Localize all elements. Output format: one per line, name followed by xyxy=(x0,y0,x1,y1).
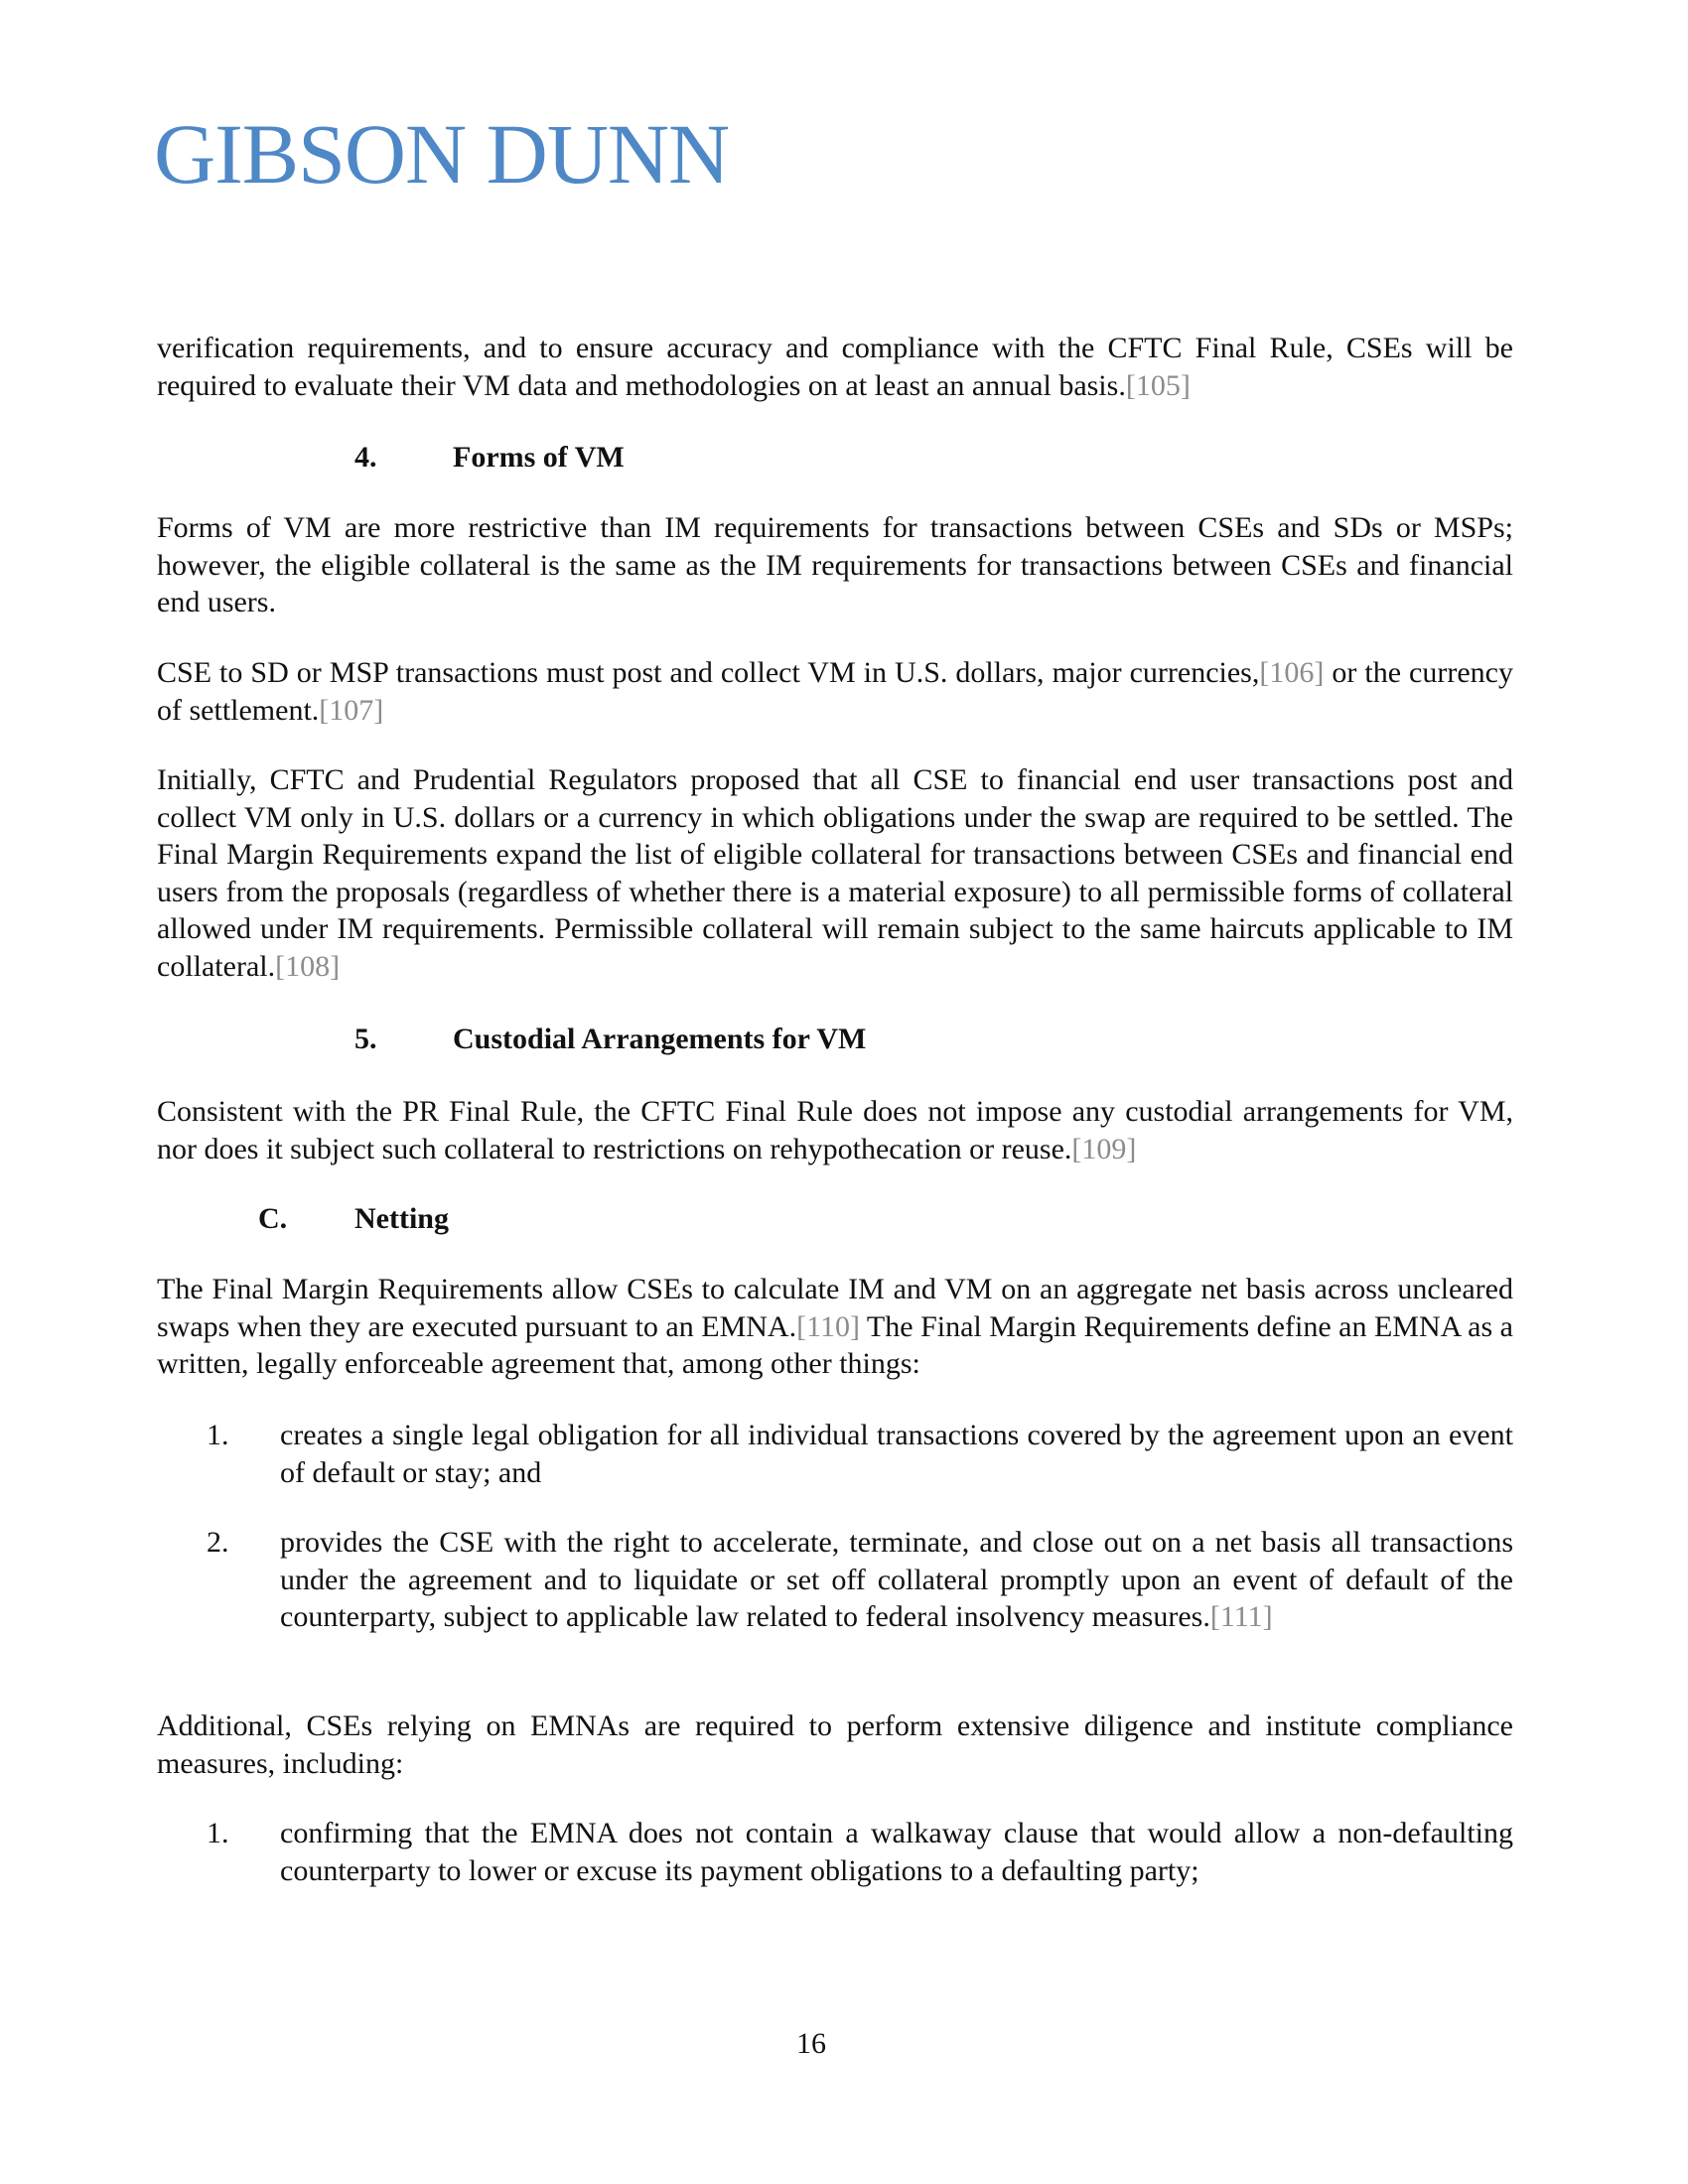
section-number: 5. xyxy=(354,1023,377,1055)
list-item xyxy=(157,1417,1513,1491)
footnote-link[interactable]: [108] xyxy=(275,949,341,983)
list-item xyxy=(157,1815,1513,1889)
paragraph-initially xyxy=(157,761,1513,985)
section-heading: Forms of VM xyxy=(453,441,625,474)
section-letter: C. xyxy=(258,1202,288,1235)
list-number: 1. xyxy=(207,1419,229,1451)
list-number: 2. xyxy=(207,1526,229,1559)
paragraph-custodial xyxy=(157,1093,1513,1167)
paragraph-text: verification requirements, and to ensure accuracy and compliance with the CFTC Final Rule, CSEs will be required to evaluate their VM data and methodologies on at least an annual basis. xyxy=(157,332,1513,402)
list-text xyxy=(280,1524,1513,1636)
section-heading: Custodial Arrangements for VM xyxy=(453,1023,867,1055)
paragraph-forms: Forms of VM are more restrictive than IM requirements for transactions between CSEs and SDs or MSPs; however, the eligible collateral is the same as the IM requirements for transactions between CSEs and financial end users. xyxy=(157,511,1513,618)
footnote-link[interactable]: [111] xyxy=(1209,1600,1273,1633)
footnote-link[interactable]: [107] xyxy=(319,693,384,727)
footnote-link[interactable]: [105] xyxy=(1125,368,1191,402)
paragraph-cse-sd xyxy=(157,654,1513,729)
list-number: 1. xyxy=(207,1817,229,1849)
section-number: 4. xyxy=(354,441,377,474)
list-text: confirming that the EMNA does not contain a walkaway clause that would allow a non-defaulting counterparty to lower or excuse its payment obligations to a defaulting party; xyxy=(280,1817,1513,1887)
footnote-link[interactable]: [110] xyxy=(796,1309,860,1343)
list-text: creates a single legal obligation for all individual transactions covered by the agreement upon an event of default or stay; and xyxy=(280,1419,1513,1489)
paragraph-netting xyxy=(157,1271,1513,1383)
footnote-link[interactable]: [109] xyxy=(1071,1132,1137,1165)
paragraph-verification xyxy=(157,330,1513,404)
page-number: 16 xyxy=(796,2027,826,2060)
list-item xyxy=(157,1524,1513,1636)
footnote-link[interactable]: [106] xyxy=(1259,656,1325,689)
section-heading: Netting xyxy=(354,1202,449,1235)
list-text-body: provides the CSE with the right to accelerate, terminate, and close out on a net basis all transactions under the agreement and to liquidate or set off collateral promptly upon an event of default of the counterparty, subject to applicable law related to federal insolvency measures. xyxy=(280,1526,1513,1633)
paragraph-additional: Additional, CSEs relying on EMNAs are required to perform extensive diligence and institute compliance measures, including: xyxy=(157,1709,1513,1780)
paragraph-text: Consistent with the PR Final Rule, the CFTC Final Rule does not impose any custodial arrangements for VM, nor does it subject such collateral to restrictions on rehypothecation or reuse. xyxy=(157,1095,1513,1165)
gibson-dunn-logo: GIBSON DUNN xyxy=(154,106,730,202)
paragraph-text: or the currency of settlement. xyxy=(157,656,1513,727)
paragraph-text: Initially, CFTC and Prudential Regulators proposed that all CSE to financial end user transactions post and collect VM only in U.S. dollars or a currency in which obligations under the swap are required to be settled. The Final Margin Requirements expand the list of eligible collateral for transactions between CSEs and financial end users from the proposals (regardless of whether there is a material exposure) to all permissible forms of collateral allowed under IM requirements. Permissible collateral will remain subject to the same haircuts applicable to IM collateral. xyxy=(157,763,1513,983)
paragraph-text: CSE to SD or MSP transactions must post and collect VM in U.S. dollars, major currencies, xyxy=(157,656,1260,689)
paragraph-text: The Final Margin Requirements define an EMNA as a written, legally enforceable agreement that, among other things: xyxy=(157,1309,1513,1380)
paragraph-text: The Final Margin Requirements allow CSEs to calculate IM and VM on an aggregate net basis across uncleared swaps when they are executed pursuant to an EMNA. xyxy=(157,1273,1513,1343)
